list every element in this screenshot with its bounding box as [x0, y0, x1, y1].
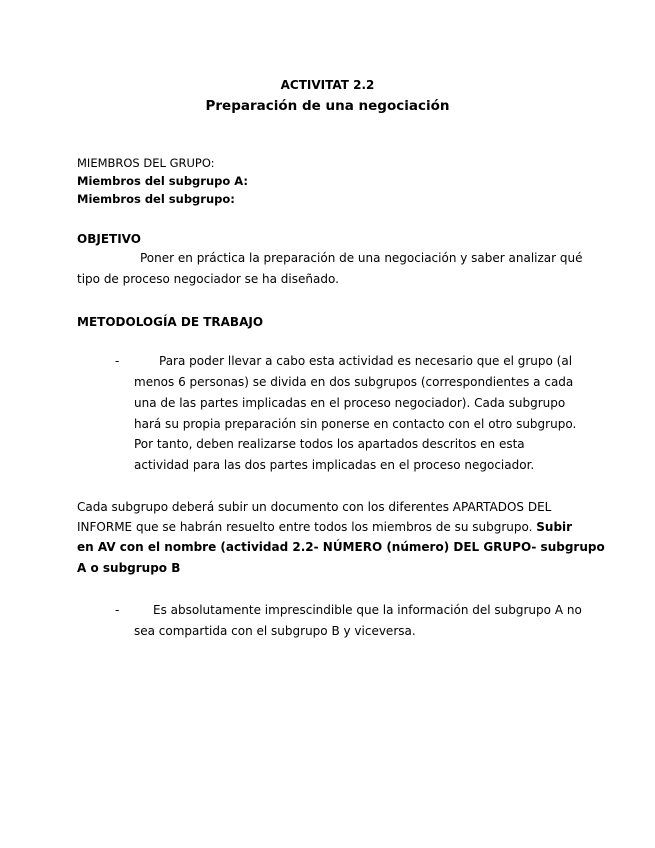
objective-text-line: tipo de proceso negociador se ha diseñado. — [77, 272, 339, 286]
bullet-dash: - — [115, 354, 120, 368]
instructions-line: Cada subgrupo deberá subir un documento con los diferentes APARTADOS DEL — [77, 500, 552, 514]
bullet1-line: actividad para las dos partes implicadas en el proceso negociador. — [134, 458, 535, 472]
objective-text-line: Poner en práctica la preparación de una negociación y saber analizar qué — [140, 251, 583, 265]
instructions-bold-line: A o subgrupo B — [77, 561, 181, 575]
instructions-normal-text: INFORME que se habrán resuelto entre todos los miembros de su subgrupo. — [77, 520, 537, 534]
instructions-bold-text: Subir — [536, 520, 573, 534]
subgroup-members-label: Miembros del subgrupo: — [77, 192, 235, 206]
bullet1-line: Para poder llevar a cabo esta actividad es necesario que el grupo (al — [159, 354, 573, 368]
activity-label: ACTIVITAT 2.2 — [280, 78, 375, 92]
bullet-dash: - — [115, 603, 120, 617]
group-members-label: MIEMBROS DEL GRUPO: — [77, 156, 215, 170]
methodology-heading: METODOLOGÍA DE TRABAJO — [77, 315, 264, 329]
bullet1-line: hará su propia preparación sin ponerse en contacto con el otro subgrupo. — [134, 417, 577, 431]
instructions-line — [77, 520, 572, 534]
bullet1-line: Por tanto, deben realizarse todos los apartados descritos en esta — [134, 437, 525, 451]
objective-heading: OBJETIVO — [77, 232, 141, 246]
bullet1-line: menos 6 personas) se divida en dos subgrupos (correspondientes a cada — [134, 375, 574, 389]
subgroup-a-members-label: Miembros del subgrupo A: — [77, 174, 249, 188]
bullet1-line: una de las partes implicadas en el proceso negociador). Cada subgrupo — [134, 396, 566, 410]
instructions-bold-line: en AV con el nombre (actividad 2.2- NÚMERO (número) DEL GRUPO- subgrupo — [77, 540, 605, 554]
page-title: Preparación de una negociación — [205, 98, 450, 114]
bullet2-line: Es absolutamente imprescindible que la información del subgrupo A no — [153, 603, 582, 617]
bullet2-line: sea compartida con el subgrupo B y viceversa. — [134, 624, 416, 638]
